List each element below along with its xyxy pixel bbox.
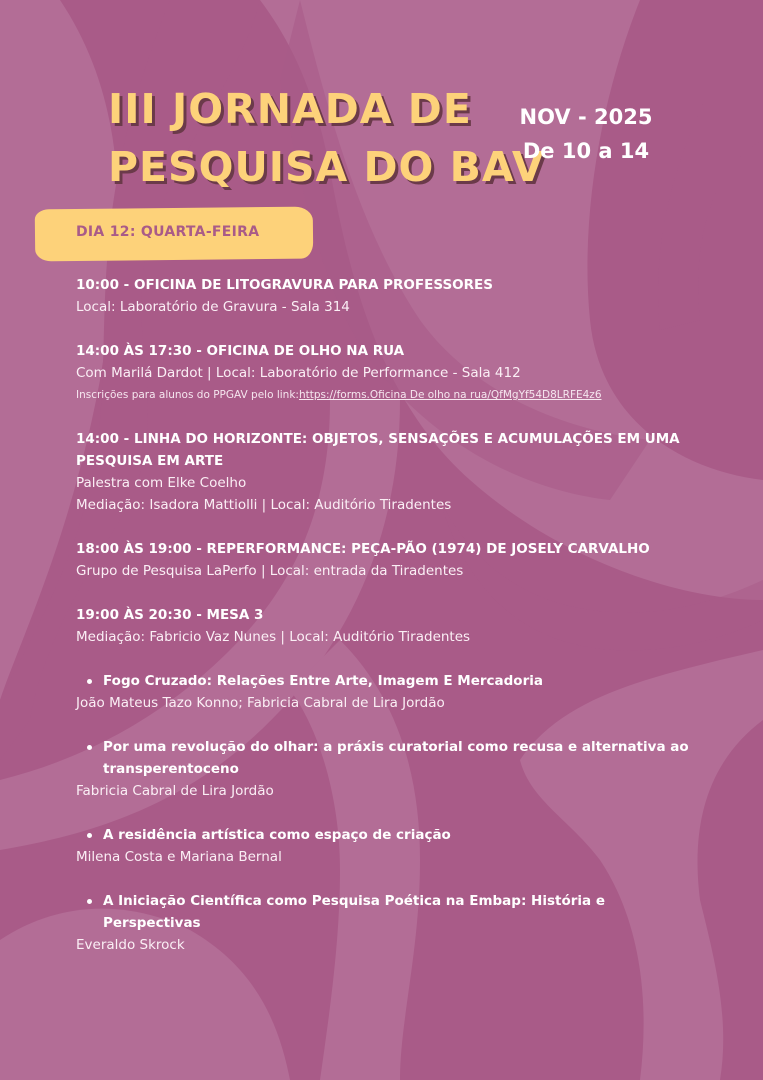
- event-mediation-location: Mediação: Fabricio Vaz Nunes | Local: Auditório Tiradentes: [76, 629, 471, 645]
- event-item: [76, 274, 696, 318]
- registration-note: [76, 384, 696, 406]
- bullet-icon: [87, 833, 92, 838]
- talk-authors: Fabricia Cabral de Lira Jordão: [76, 783, 274, 799]
- title-line-2: PESQUISA DO BAV: [108, 143, 545, 191]
- registration-link[interactable]: https://forms.Oficina De olho na rua/QfMgYf54D8LRFE4z6: [298, 389, 602, 401]
- event-details: Com Marilá Dardot | Local: Laboratório de Performance - Sala 412: [76, 365, 521, 381]
- talk-title-text: Fogo Cruzado: Relações Entre Arte, Imagem E Mercadoria: [103, 673, 543, 689]
- event-details: Grupo de Pesquisa LaPerfo | Local: entrada da Tiradentes: [76, 563, 464, 579]
- event-title-text: 14:00 ÀS 17:30 - OFICINA DE OLHO NA RUA: [76, 343, 405, 359]
- month-year: NOV - 2025: [519, 105, 653, 129]
- event-title-text: 10:00 - OFICINA DE LITOGRAVURA PARA PROFESSORES: [76, 277, 493, 293]
- bullet-icon: [87, 899, 92, 904]
- talk-title: [76, 824, 696, 846]
- bullet-icon: [87, 745, 92, 750]
- talk-title-text: A residência artística como espaço de criação: [103, 827, 451, 843]
- event-item: [76, 538, 696, 582]
- talk-title: [76, 670, 696, 692]
- talk-title-text: A Iniciação Científica como Pesquisa Poética na Embap: História e Perspectivas: [103, 893, 605, 931]
- talk-title: [76, 736, 696, 780]
- event-item: [76, 604, 696, 648]
- event-mediation-location: Mediação: Isadora Mattiolli | Local: Auditório Tiradentes: [76, 497, 452, 513]
- talk-item: [76, 670, 696, 714]
- talk-item: [76, 736, 696, 802]
- event-location: Local: Laboratório de Gravura - Sala 314: [76, 299, 350, 315]
- event-item: [76, 428, 696, 516]
- talk-item: [76, 890, 696, 956]
- talk-item: [76, 824, 696, 868]
- talk-authors: Milena Costa e Mariana Bernal: [76, 849, 282, 865]
- event-title-text: 18:00 ÀS 19:00 - REPERFORMANCE: PEÇA-PÃO (1974) DE JOSELY CARVALHO: [76, 541, 650, 557]
- registration-note-prefix: Inscrições para alunos do PPGAV pelo link:: [76, 389, 299, 401]
- talk-authors: Everaldo Skrock: [76, 937, 185, 953]
- talk-authors: João Mateus Tazo Konno; Fabricia Cabral de Lira Jordão: [76, 695, 445, 711]
- event-title-text: 14:00 - LINHA DO HORIZONTE: OBJETOS, SENSAÇÕES E ACUMULAÇÕES EM UMA PESQUISA EM ARTE: [76, 431, 680, 469]
- title-line-1: III JORNADA DE: [108, 85, 472, 133]
- event-speaker: Palestra com Elke Coelho: [76, 475, 247, 491]
- talk-title-text: Por uma revolução do olhar: a práxis curatorial como recusa e alternativa ao transperentoceno: [103, 739, 689, 777]
- bullet-icon: [87, 679, 92, 684]
- date-range: De 10 a 14: [522, 139, 650, 163]
- event-title-text: 19:00 ÀS 20:30 - MESA 3: [76, 607, 264, 623]
- talk-title: [76, 890, 696, 934]
- event-title: [108, 80, 545, 196]
- event-item: [76, 340, 696, 406]
- day-badge-label: DIA 12: QUARTA-FEIRA: [76, 224, 260, 240]
- schedule: [76, 274, 696, 978]
- date-block: [508, 100, 664, 168]
